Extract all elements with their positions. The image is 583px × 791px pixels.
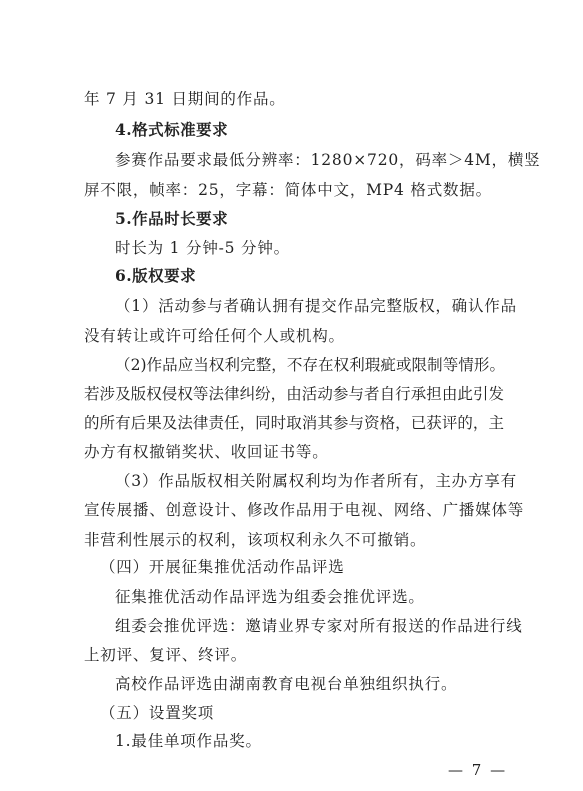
paragraph-line: （1）活动参与者确认拥有提交作品完整版权，确认作品: [115, 297, 517, 315]
paragraph-line: 宣传展播、创意设计、修改作品用于电视、网络、广播媒体等: [84, 501, 525, 519]
section-heading-evaluation: （四）开展征集推优活动作品评选: [100, 558, 345, 576]
paragraph-line: 的所有后果及法律责任，同时取消其参与资格，已获评的，主: [84, 414, 504, 432]
paragraph-line: 办方有权撤销奖状、收回证书等。: [84, 443, 329, 461]
paragraph-line: 上初评、复评、终评。: [84, 646, 248, 664]
paragraph-line: 没有转让或许可给任何个人或机构。: [84, 327, 345, 345]
paragraph-line: 1.最佳单项作品奖。: [115, 732, 262, 750]
section-heading-format: 4.格式标准要求: [115, 120, 229, 139]
section-heading-duration: 5.作品时长要求: [115, 209, 229, 228]
paragraph-line: 若涉及版权侵权等法律纠纷，由活动参与者自行承担由此引发: [84, 385, 504, 403]
paragraph-line: 参赛作品要求最低分辨率：1280×720，码率＞4M，横竖: [115, 151, 541, 169]
paragraph-line: （2)作品应当权利完整，不存在权利瑕疵或限制等情形。: [115, 356, 505, 374]
paragraph-line: 征集推优活动作品评选为组委会推优评选。: [115, 588, 425, 606]
paragraph-line: 屏不限，帧率：25，字幕：简体中文，MP4 格式数据。: [84, 181, 492, 199]
paragraph-line: 时长为 1 分钟-5 分钟。: [115, 239, 290, 257]
page-number: — 7 —: [448, 761, 508, 779]
section-heading-copyright: 6.版权要求: [115, 266, 197, 285]
paragraph-line: 年 7 月 31 日期间的作品。: [84, 90, 286, 108]
paragraph-line: 组委会推优评选：邀请业界专家对所有报送的作品进行线: [115, 617, 523, 635]
paragraph-line: （3）作品版权相关附属权利均为作者所有，主办方享有: [115, 472, 517, 490]
paragraph-line: 高校作品评选由湖南教育电视台单独组织执行。: [115, 675, 458, 693]
paragraph-line: 非营利性展示的权利，该项权利永久不可撤销。: [84, 531, 427, 549]
section-heading-awards: （五）设置奖项: [100, 704, 215, 722]
